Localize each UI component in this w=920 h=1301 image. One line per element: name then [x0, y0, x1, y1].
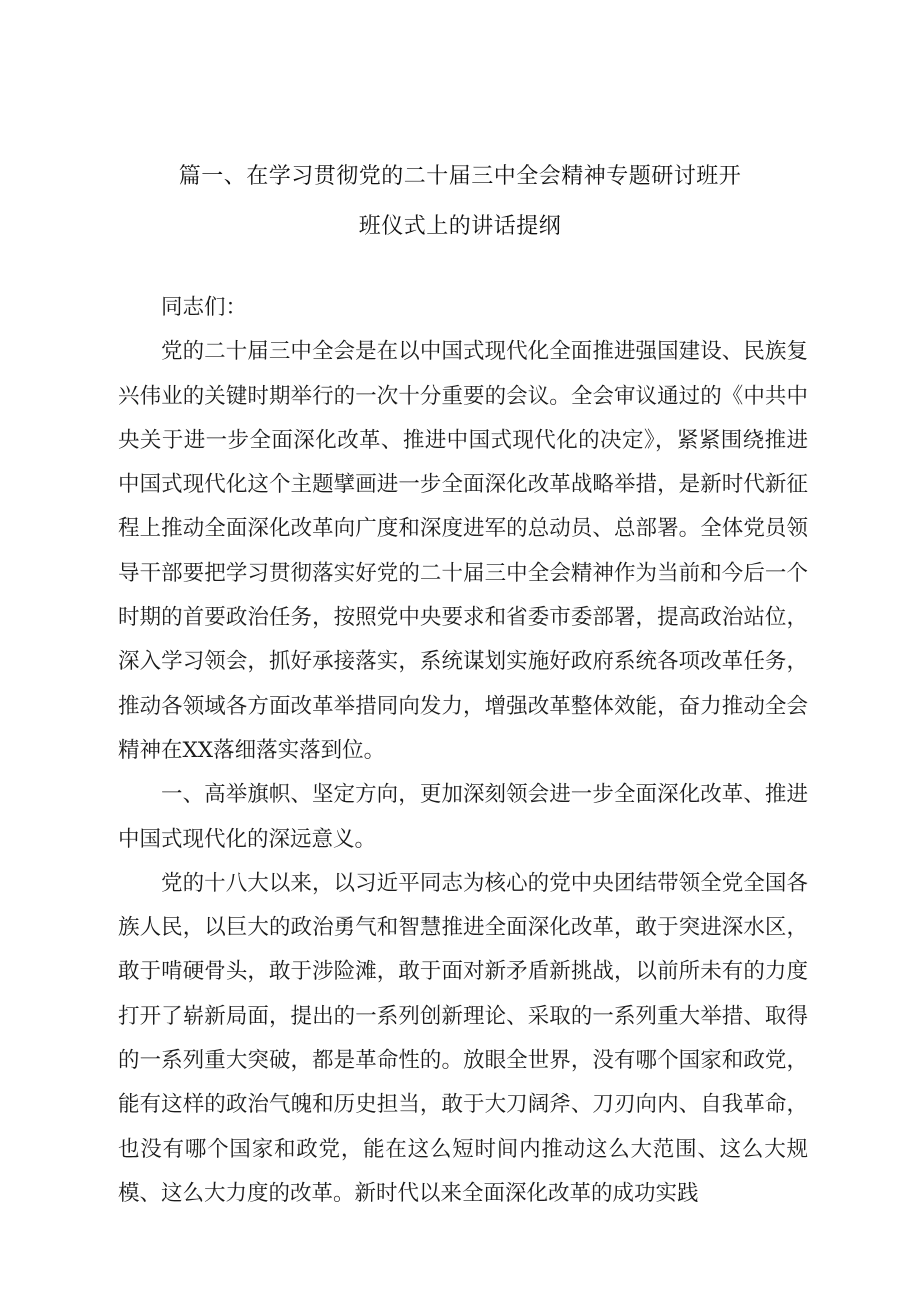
title-line-1: 篇一、在学习贯彻党的二十届三中全会精神专题研讨班开 — [178, 164, 742, 189]
body-paragraph: 党的十八大以来，以习近平同志为核心的党中央团结带领全党全国各族人民，以巨大的政治勇气和智慧推进全面深化改革，敢于突进深水区，敢于啃硬骨头，敢于涉险滩，敢于面对新矛盾新挑战，以前所未有的力度打开了崭新局面，提出的一系列创新理论、采取的一系列重大举措、取得的一系列重大突破，都是革命性的。放眼全世界，没有哪个国家和政党，能有这样的政治气魄和历史担当，敢于大刀阔斧、刀刃向内、自我革命，也没有哪个国家和政党，能在这么短时间内推动这么大范围、这么大规模、这么大力度的改革。新时代以来全面深化改革的成功实践 — [118, 870, 808, 1206]
document-title — [0, 152, 920, 252]
document-body — [118, 286, 808, 1216]
salutation-paragraph: 同志们： — [161, 295, 248, 320]
title-line-2: 班仪式上的讲话提纲 — [358, 214, 562, 239]
intro-paragraph: 党的二十届三中全会是在以中国式现代化全面推进强国建设、民族复兴伟业的关键时期举行的一次十分重要的会议。全会审议通过的《中共中央关于进一步全面深化改革、推进中国式现代化的决定》，紧紧围绕推进中国式现代化这个主题擘画进一步全面深化改革战略举措，是新时代新征程上推动全面深化改革向广度和深度进军的总动员、总部署。全体党员领导干部要把学习贯彻落实好党的二十届三中全会精神作为当前和今后一个时期的首要政治任务，按照党中央要求和省委市委部署，提高政治站位，深入学习领会，抓好承接落实，系统谋划实施好政府系统各项改革任务，推动各领域各方面改革举措同向发力，增强改革整体效能，奋力推动全会精神在XX落细落实落到位。 — [118, 339, 808, 763]
section-heading-paragraph: 一、高举旗帜、坚定方向，更加深刻领会进一步全面深化改革、推进中国式现代化的深远意义。 — [118, 782, 808, 852]
